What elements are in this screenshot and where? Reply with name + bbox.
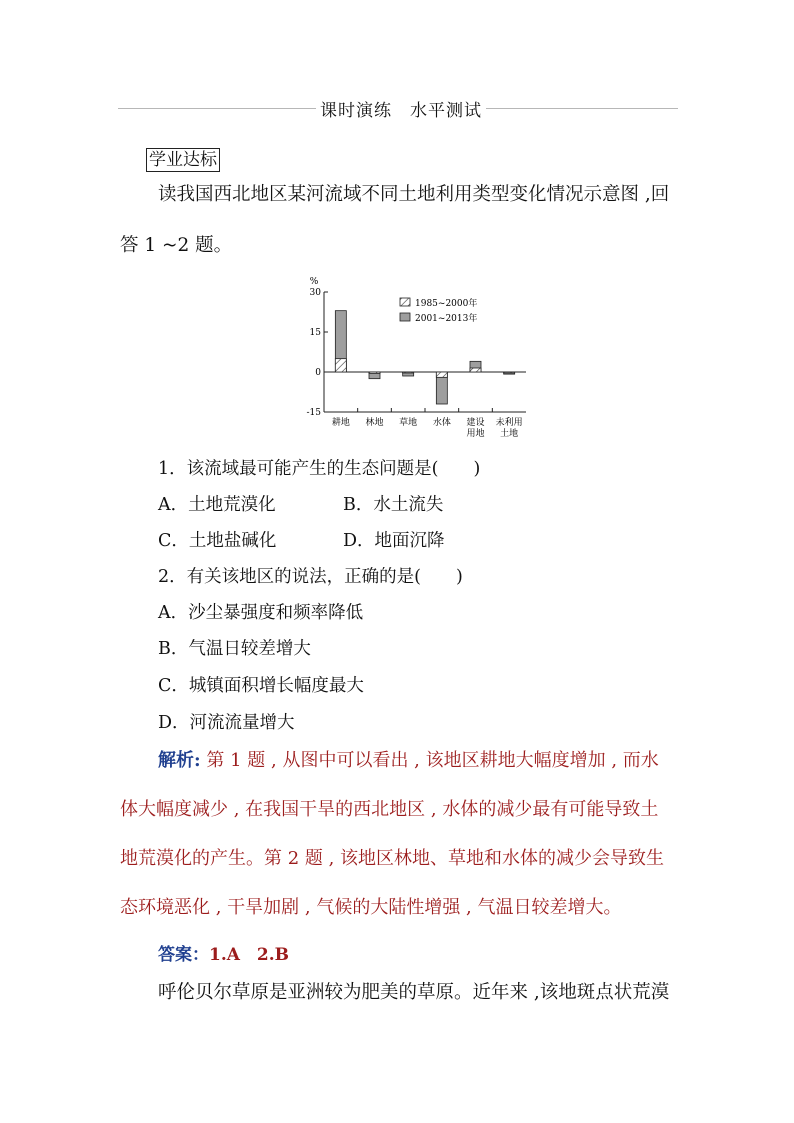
x-tick-label-1-0: 林地	[365, 418, 384, 428]
answer-label: 答案：	[158, 945, 209, 965]
x-tick-label-5-1: 土地	[500, 429, 519, 439]
q2-option-c: C．城镇面积增长幅度最大	[158, 676, 364, 696]
x-tick-label-4-1: 用地	[466, 429, 485, 439]
q1-option-c: C．土地盐碱化	[158, 531, 277, 551]
bar-1985-2000-4	[470, 368, 481, 372]
land-use-bar-chart	[300, 272, 540, 447]
legend-swatch-1985-2000	[400, 298, 410, 306]
q1-option-a: A．土地荒漠化	[158, 495, 276, 515]
q2-option-b: B．气温日较差增大	[158, 639, 311, 659]
analysis-label: 解析:	[158, 750, 201, 771]
intro-line-2: 答 1 ~2 题。	[120, 235, 233, 256]
analysis-line-1	[158, 746, 659, 772]
next-paragraph-line: 呼伦贝尔草原是亚洲较为肥美的草原。近年来 ,该地斑点状荒漠	[158, 982, 670, 1003]
analysis-line-2: 体大幅度减少 , 在我国干旱的西北地区 , 水体的减少最有可能导致土	[120, 799, 659, 820]
bar-1985-2000-0	[335, 359, 346, 372]
page-header-title: 课时演练 水平测试	[316, 96, 486, 121]
y-tick-label-1: 15	[309, 328, 321, 338]
bar-1985-2000-2	[403, 372, 414, 373]
y-tick-label-3: -15	[306, 408, 321, 418]
q2-option-d: D．河流流量增大	[158, 713, 295, 733]
x-tick-label-3-0: 水体	[432, 418, 451, 428]
analysis-text-1: 第 1 题 , 从图中可以看出 , 该地区耕地大幅度增加 , 而水	[200, 750, 659, 771]
y-tick-label-0: 30	[309, 288, 321, 298]
intro-line-1: 读我国西北地区某河流域不同土地利用类型变化情况示意图 ,回	[158, 184, 670, 205]
answer-line	[158, 940, 289, 965]
y-tick-label-2: 0	[315, 368, 321, 378]
legend-label-2001-2013: 2001~2013年	[415, 314, 478, 324]
analysis-line-4: 态环境恶化 , 干旱加剧 , 气候的大陆性增强 , 气温日较差增大。	[120, 897, 622, 918]
q2-option-a: A．沙尘暴强度和频率降低	[158, 603, 364, 623]
answer-value: 1.A 2.B	[209, 945, 290, 965]
q1-option-d: D．地面沉降	[343, 531, 445, 551]
x-tick-label-5-0: 未利用	[495, 418, 523, 428]
bar-1985-2000-5	[504, 372, 515, 373]
x-tick-label-4-0: 建设	[466, 418, 485, 428]
x-tick-label-0-0: 耕地	[331, 418, 350, 428]
bar-1985-2000-1	[369, 372, 380, 373]
question-1-stem: 1．该流域最可能产生的生态问题是( )	[158, 459, 481, 479]
legend-label-1985-2000: 1985~2000年	[415, 299, 478, 309]
y-axis-label: %	[309, 277, 319, 287]
legend-swatch-2001-2013	[400, 313, 410, 321]
analysis-line-3: 地荒漠化的产生。第 2 题 , 该地区林地、草地和水体的减少会导致生	[120, 848, 665, 869]
q1-option-b: B．水土流失	[343, 495, 444, 515]
bar-1985-2000-3	[436, 372, 447, 377]
question-2-stem: 2．有关该地区的说法，正确的是( )	[158, 567, 463, 587]
section-label: 学业达标	[146, 148, 220, 172]
x-tick-label-2-0: 草地	[399, 418, 418, 428]
